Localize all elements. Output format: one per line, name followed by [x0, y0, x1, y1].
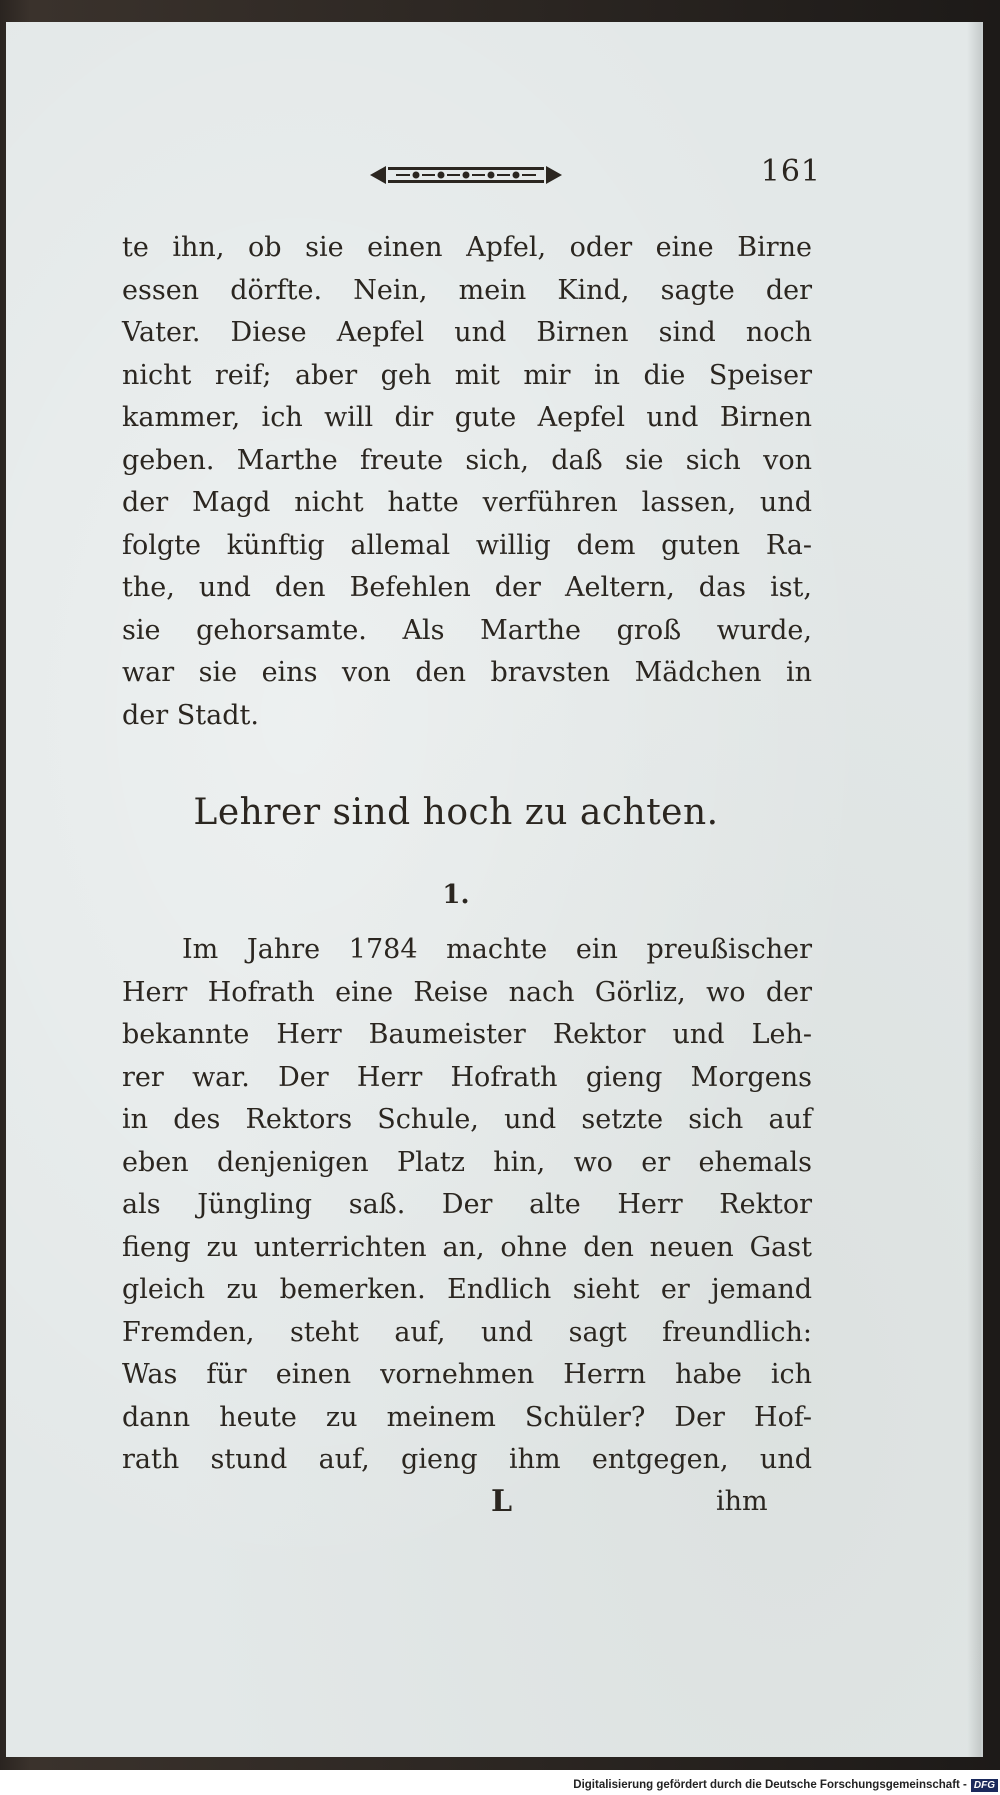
text-line: kammer, ich will dir gute Aepfel und Birnen: [122, 402, 812, 433]
page-number: 161: [760, 154, 821, 189]
text-line: Fremden, steht auf, und sagt freundlich:: [122, 1316, 812, 1348]
text-line: der Stadt.: [122, 699, 259, 731]
text-line: essen dörfte. Nein, mein Kind, sagte der: [122, 274, 812, 306]
text-line: nicht reif; aber geh mit mir in die Speiser: [122, 359, 812, 391]
text-line: eben denjenigen Platz hin, wo er ehemals: [122, 1146, 812, 1178]
text-line: sie gehorsamte. Als Marthe groß wurde,: [122, 614, 812, 646]
text-line: war sie eins von den bravsten Mädchen in: [122, 657, 812, 688]
text-line: dann heute zu meinem Schüler? Der Hof-: [122, 1401, 812, 1433]
text-line: bekannte Herr Baumeister Rektor und Leh-: [122, 1019, 812, 1050]
text-line: Vater. Diese Aepfel und Birnen sind noch: [122, 317, 812, 348]
dfg-logo: DFG: [971, 1779, 998, 1792]
section-number: 1.: [442, 880, 470, 910]
printers-ornament-icon: [366, 160, 566, 190]
page-header: [6, 140, 981, 200]
text-line: the, und den Befehlen der Aeltern, das ist,: [122, 572, 812, 603]
credit-text: Digitalisierung gefördert durch die Deutsche Forschungsgemeinschaft -: [573, 1779, 967, 1791]
page-edge-shadow: [967, 22, 981, 1757]
signature-mark: L: [491, 1484, 513, 1519]
text-line: in des Rektors Schule, und setzte sich auf: [122, 1104, 812, 1135]
text-line: rer war. Der Herr Hofrath gieng Morgens: [122, 1061, 812, 1093]
text-line: der Magd nicht hatte verführen lassen, und: [122, 487, 812, 518]
text-line: fieng zu unterrichten an, ohne den neuen Gast: [122, 1231, 812, 1263]
paragraph-section-1: [122, 929, 812, 1482]
text-line: Was für einen vornehmen Herrn habe ich: [122, 1359, 812, 1390]
catchword: ihm: [716, 1486, 768, 1517]
text-line: rath stund auf, gieng ihm entgegen, und: [122, 1444, 812, 1475]
text-line: geben. Marthe freute sich, daß sie sich von: [122, 444, 812, 476]
text-line: Im Jahre 1784 machte ein preußischer: [182, 934, 812, 965]
text-line: te ihn, ob sie einen Apfel, oder eine Birne: [122, 232, 812, 263]
text-line: Herr Hofrath eine Reise nach Görliz, wo der: [122, 976, 812, 1008]
text-line: folgte künftig allemal willig dem guten Ra-: [122, 529, 812, 561]
paragraph-continued: [122, 227, 812, 737]
section-heading: Lehrer sind hoch zu achten.: [193, 792, 719, 833]
book-page: [6, 22, 983, 1757]
text-line: als Jüngling saß. Der alte Herr Rektor: [122, 1189, 812, 1220]
text-line: gleich zu bemerken. Endlich sieht er jemand: [122, 1274, 812, 1305]
digitization-credit: [573, 1775, 1000, 1795]
